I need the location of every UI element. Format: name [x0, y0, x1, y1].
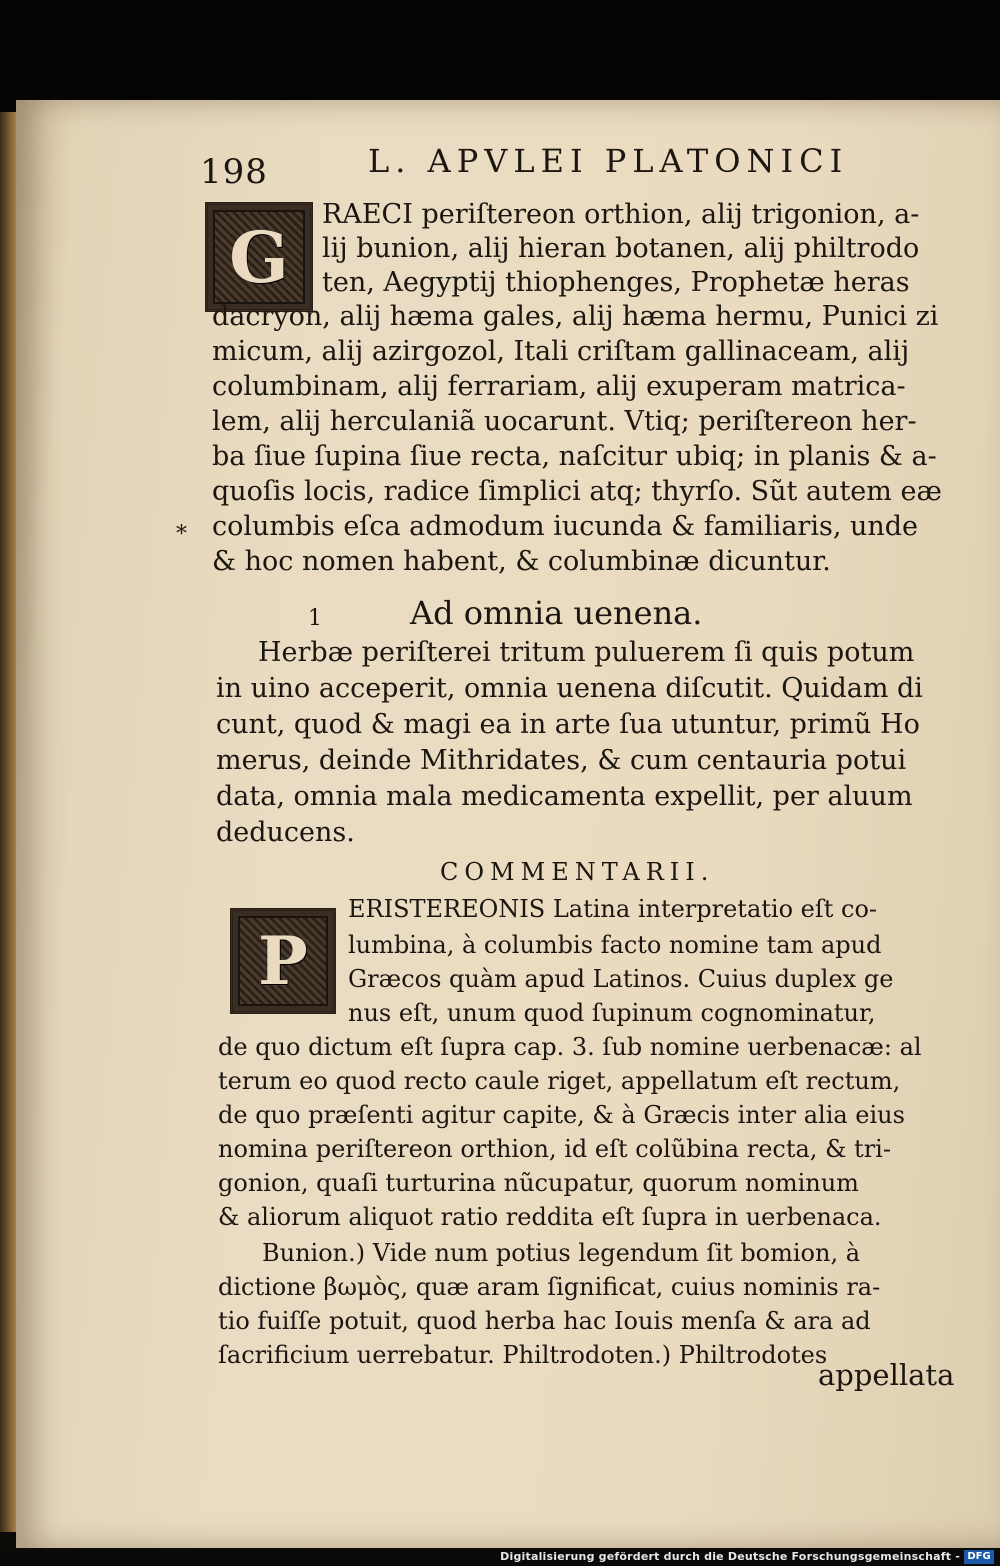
text-line: micum, alij azirgozol, Itali criſtam gallinaceam, alij: [212, 336, 910, 367]
text-line: Bunion.) Vide num potius legendum ſit bomion, à: [262, 1239, 861, 1267]
text-line: in uino acceperit, omnia uenena diſcutit. Quidam di: [216, 673, 923, 704]
text-line: de quo dictum eſt ſupra cap. 3. ſub nomine uerbenacæ: al: [218, 1033, 922, 1061]
digitization-credit: Digitalisierung gefördert durch die Deutsche Forschungsgemeinschaft -: [500, 1550, 960, 1563]
text-line: nus eſt, unum quod ſupinum cognominatur,: [348, 999, 876, 1027]
initial-letter: P: [258, 922, 308, 1000]
text-line: lem, alij herculaniã uocarunt. Vtiq; periſtereon her-: [212, 406, 917, 437]
text-line: ſacrificium uerrebatur. Philtrodoten.) Philtrodotes: [218, 1341, 828, 1369]
text-line: terum eo quod recto caule riget, appellatum eſt rectum,: [218, 1067, 901, 1095]
text-line: ERISTEREONIS Latina interpretatio eſt co-: [348, 895, 878, 923]
text-line: data, omnia mala medicamenta expellit, per aluum: [216, 781, 913, 812]
text-line: & aliorum aliquot ratio reddita eſt ſupra in uerbenaca.: [218, 1203, 882, 1231]
running-head: L. APVLEI PLATONICI: [368, 142, 849, 180]
section-heading: Ad omnia uenena.: [410, 594, 703, 632]
text-line: nomina periſtereon orthion, id eſt colũbina recta, & tri-: [218, 1135, 891, 1163]
text-line: RAECI periſtereon orthion, alij trigonion, a-: [322, 199, 920, 230]
margin-mark: *: [176, 522, 187, 547]
text-line: lumbina, à columbis facto nomine tam apud: [348, 931, 882, 959]
text-line: Herbæ periſterei tritum puluerem ſi quis potum: [258, 637, 915, 668]
text-line: dacryon, alij hæma gales, alij hæma hermu, Punici zi: [212, 301, 939, 332]
text-line: dictione βωμὸς, quæ aram ſignificat, cuius nominis ra-: [218, 1273, 881, 1301]
catchword: appellata: [818, 1358, 955, 1392]
text-line: ten, Aegyptij thiophenges, Prophetæ heras: [322, 267, 910, 298]
margin-numeral: 1: [308, 606, 322, 631]
text-line: Græcos quàm apud Latinos. Cuius duplex ge: [348, 965, 894, 993]
text-line: quoſis locis, radice ſimplici atq; thyrſo. Sũt autem eæ: [212, 476, 942, 507]
text-line: columbinam, alij ferrariam, alij exuperam matrica-: [212, 371, 906, 402]
page-folio-number: 198: [200, 152, 268, 192]
text-line: merus, deinde Mithridates, & cum centauria potui: [216, 745, 907, 776]
text-line: & hoc nomen habent, & columbinæ dicuntur.: [212, 546, 831, 577]
text-line: lij bunion, alij hieran botanen, alij philtrodo: [322, 233, 920, 264]
decorated-initial-p: [230, 908, 336, 1014]
text-line: gonion, quaſi turturina nũcupatur, quorum nominum: [218, 1169, 859, 1197]
text-line: de quo præſenti agitur capite, & à Græcis inter alia eius: [218, 1101, 905, 1129]
commentary-heading: COMMENTARII.: [440, 858, 715, 886]
dfg-logo: DFG: [964, 1550, 994, 1564]
text-line: columbis eſca admodum iucunda & familiaris, unde: [212, 511, 919, 542]
initial-letter: G: [229, 215, 289, 299]
text-line: tio fuiſſe potuit, quod herba hac Iouis menſa & ara ad: [218, 1307, 871, 1335]
decorated-initial-g: [205, 202, 313, 312]
text-line: deducens.: [216, 817, 355, 848]
text-line: cunt, quod & magi ea in arte ſua utuntur, primũ Ho: [216, 709, 920, 740]
text-line: ba ſiue ſupina ſiue recta, naſcitur ubiq; in planis & a-: [212, 441, 937, 472]
